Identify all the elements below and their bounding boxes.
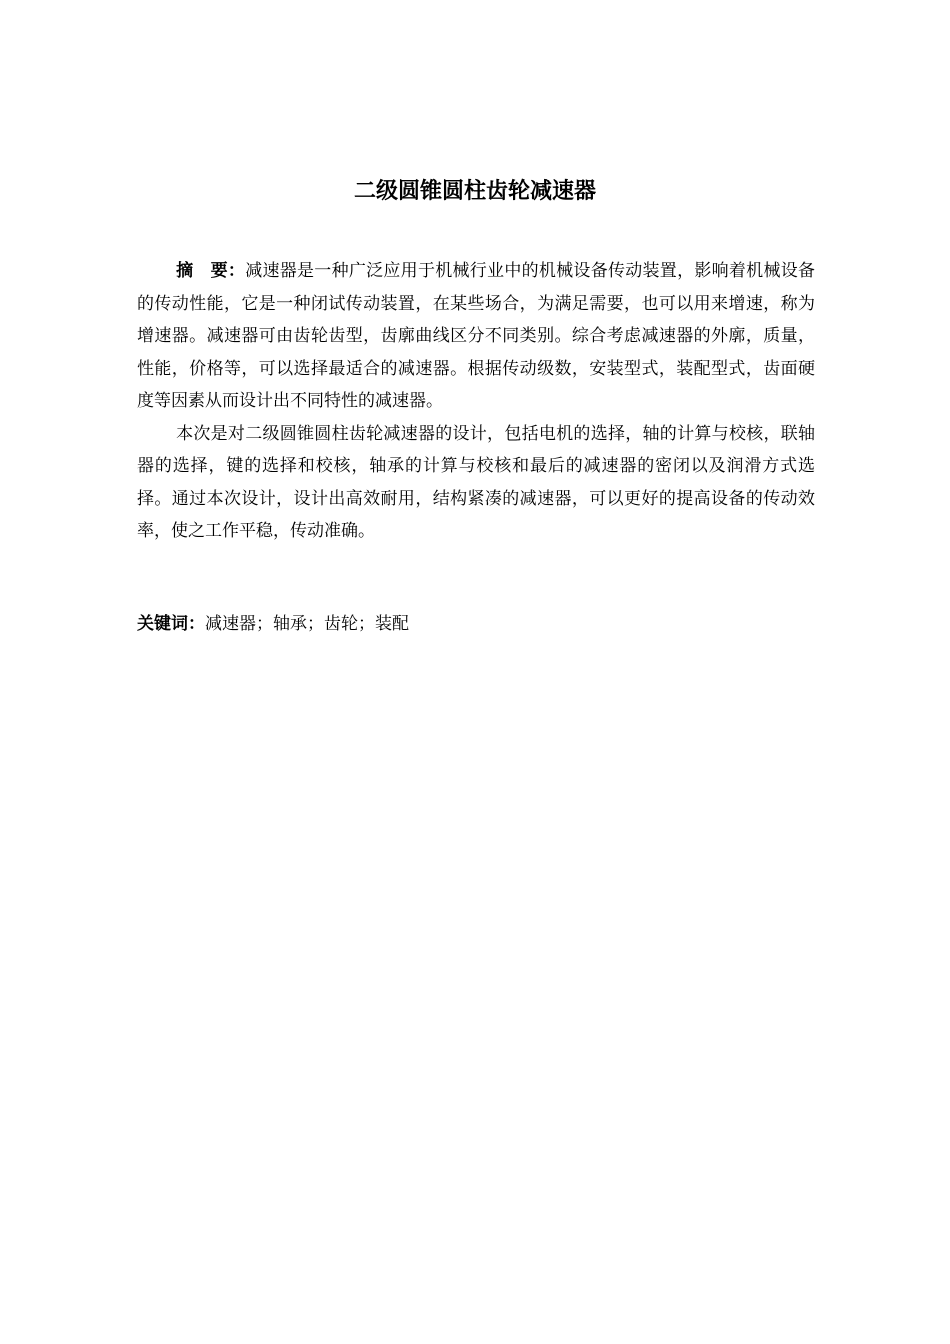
document-title: 二级圆锥圆柱齿轮减速器 bbox=[353, 179, 596, 204]
keywords-label: 关键词： bbox=[137, 614, 205, 634]
keywords-line bbox=[137, 608, 815, 640]
abstract-section bbox=[137, 255, 815, 548]
abstract-label: 摘 要： bbox=[176, 261, 246, 281]
abstract-paragraph-1-text: 减速器是一种广泛应用于机械行业中的机械设备传动装置，影响着机械设备的传动性能，它是一种闭试传动装置，在某些场合，为满足需要，也可以用来增速，称为增速器。减速器可由齿轮齿型，齿廓曲线区分不同类别。综合考虑减速器的外廓，质量，性能，价格等，可以选择最适合的减速器。根据传动级数，安装型式，装配型式，齿面硬度等因素从而设计出不同特性的减速器。 bbox=[137, 261, 816, 411]
abstract-paragraph-1 bbox=[137, 255, 815, 418]
keywords-value: 减速器；轴承；齿轮；装配 bbox=[205, 614, 409, 634]
abstract-paragraph-2: 本次是对二级圆锥圆柱齿轮减速器的设计，包括电机的选择，轴的计算与校核，联轴器的选择，键的选择和校核，轴承的计算与校核和最后的减速器的密闭以及润滑方式选择。通过本次设计，设计出高效耐用，结构紧凑的减速器，可以更好的提高设备的传动效率，使之工作平稳，传动准确。 bbox=[137, 423, 815, 541]
